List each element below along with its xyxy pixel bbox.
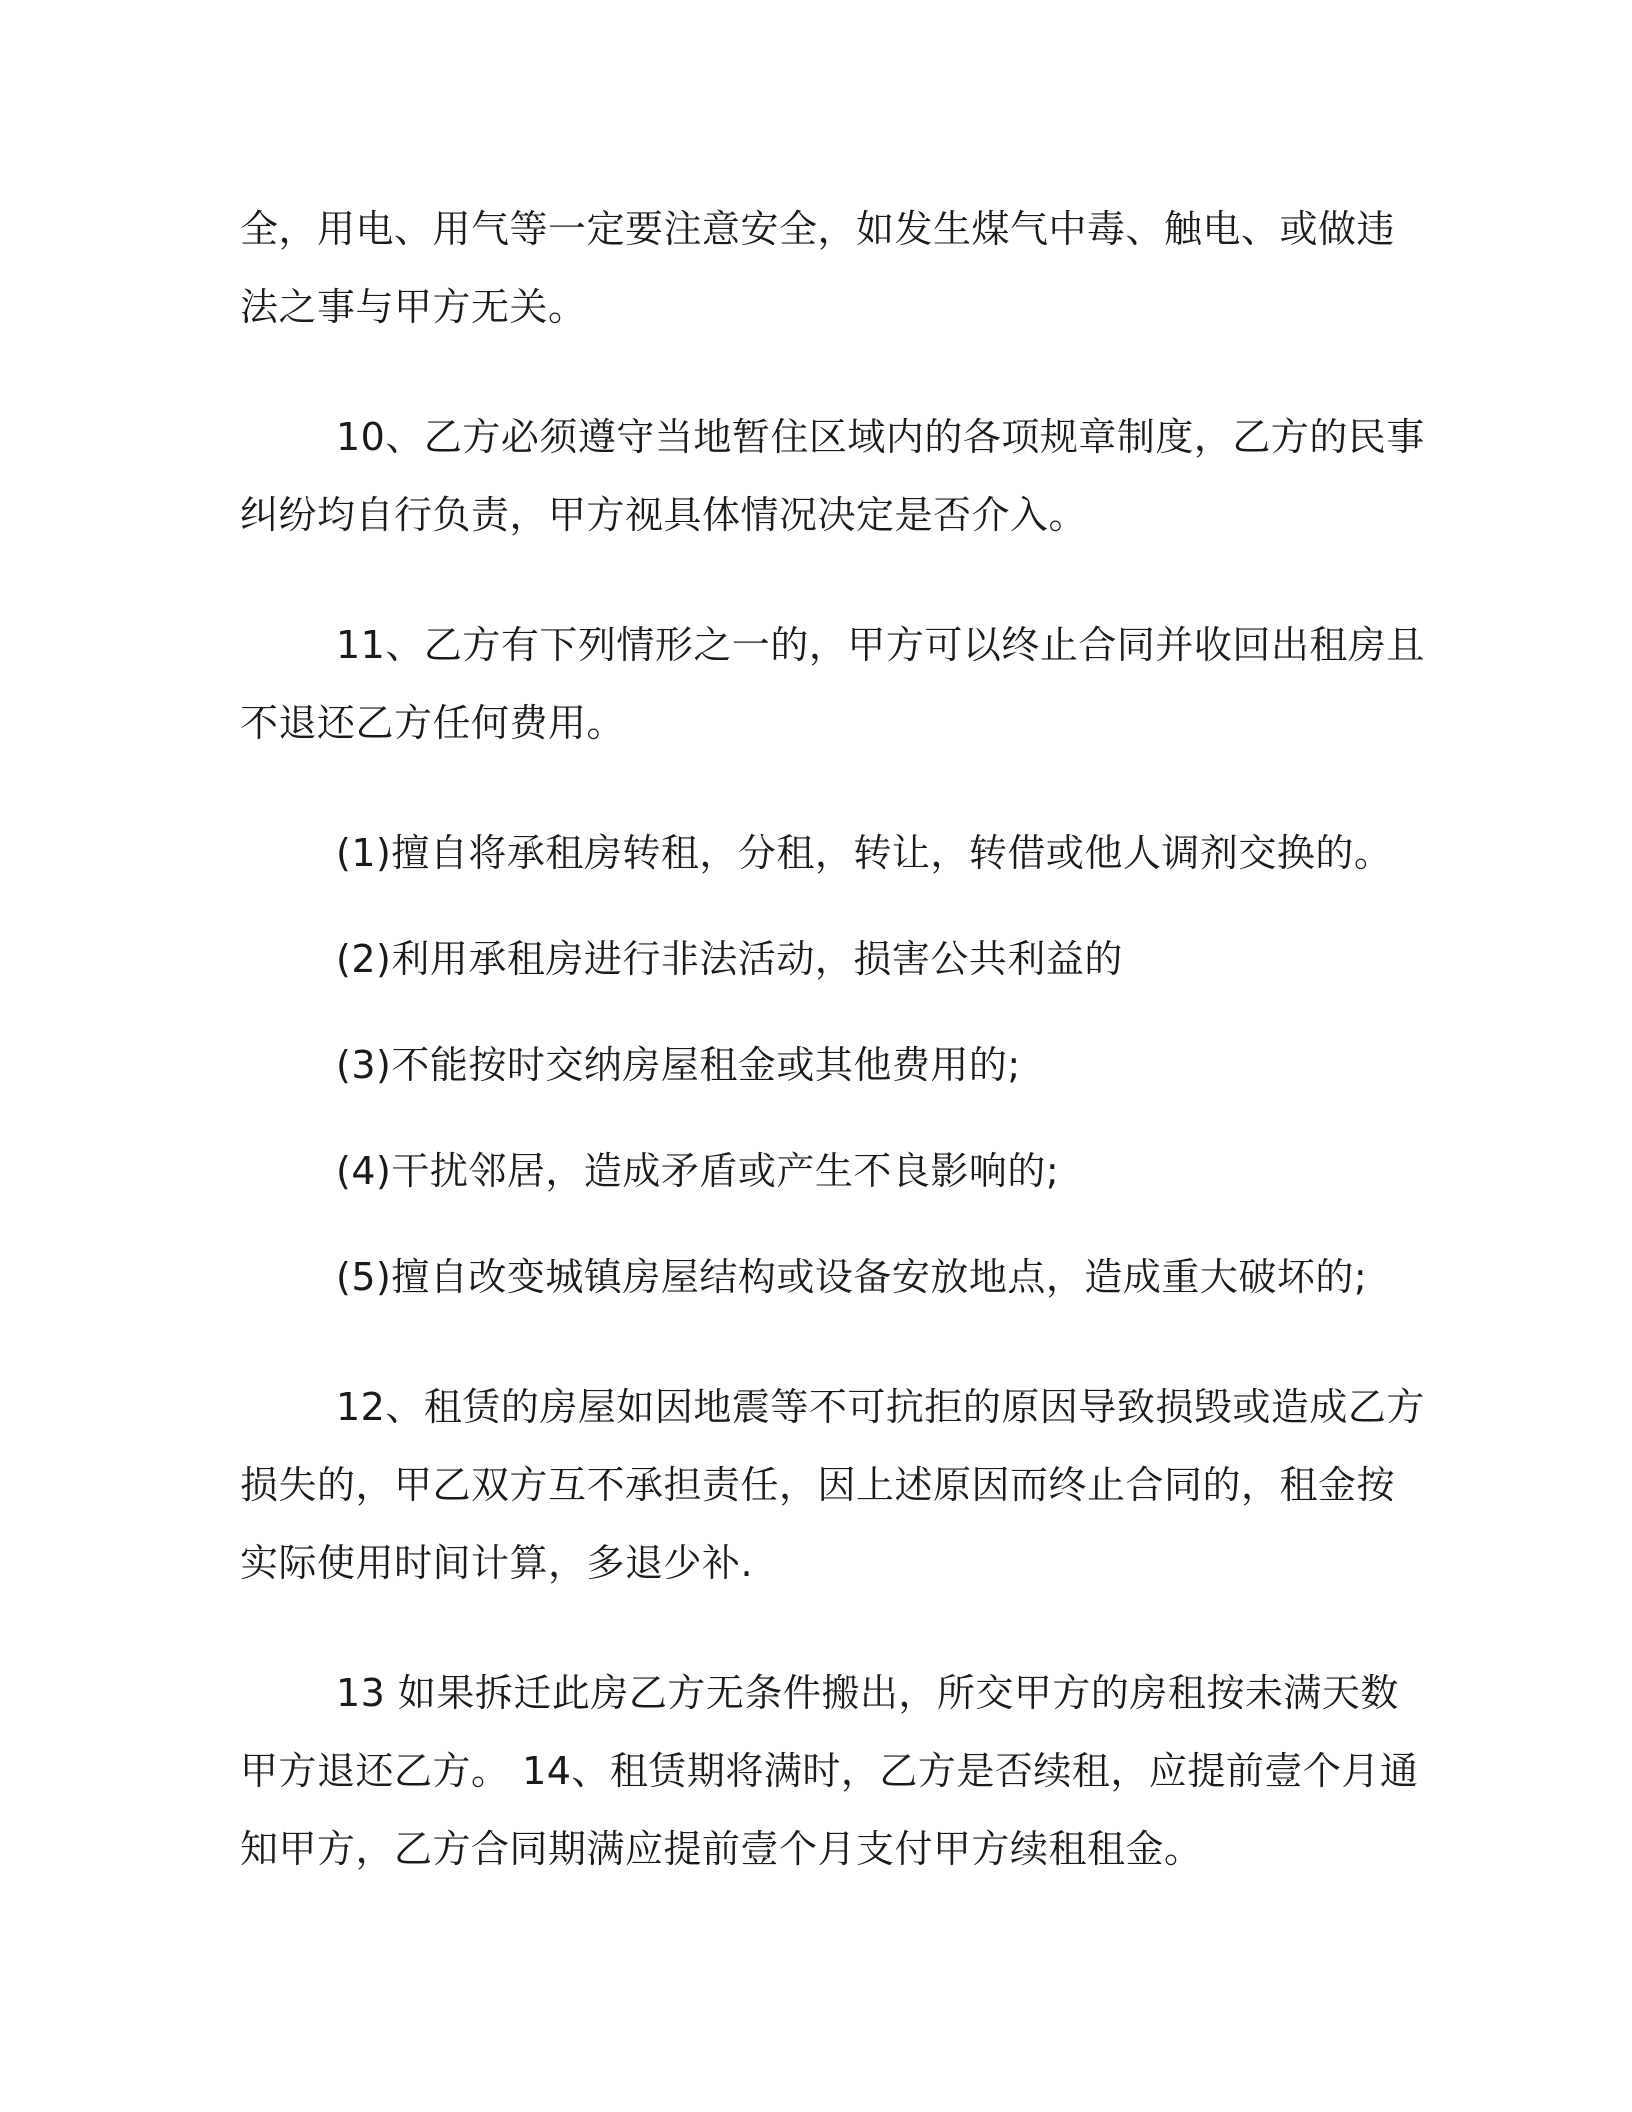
paragraph-line: 实际使用时间计算，多退少补.: [240, 1541, 754, 1585]
document-page: [240, 190, 1425, 1940]
list-item-1: (1)擅自将承租房转租，分租，转让，转借或他人调剂交换的。: [336, 831, 1393, 875]
paragraph-line: 10、乙方必须遵守当地暂住区域内的各项规章制度，乙方的民事: [336, 415, 1425, 459]
paragraph-line: 不退还乙方任何费用。: [240, 701, 626, 745]
list-item-5: (5)擅自改变城镇房屋结构或设备安放地点，造成重大破坏的;: [336, 1255, 1368, 1299]
paragraph-line: 13 如果拆迁此房乙方无条件搬出，所交甲方的房租按未满天数: [336, 1671, 1399, 1715]
paragraph-line: 11、乙方有下列情形之一的，甲方可以终止合同并收回出租房且: [336, 623, 1425, 667]
list-item-4: (4)干扰邻居，造成矛盾或产生不良影响的;: [336, 1149, 1060, 1193]
paragraph-line: 法之事与甲方无关。: [240, 285, 587, 329]
paragraph-clause-10: [240, 398, 1425, 554]
paragraph-line: 知甲方，乙方合同期满应提前壹个月支付甲方续租租金。: [240, 1827, 1203, 1871]
paragraph-line: 全，用电、用气等一定要注意安全，如发生煤气中毒、触电、或做违: [240, 207, 1396, 251]
list-item-3: (3)不能按时交纳房屋租金或其他费用的;: [336, 1043, 1021, 1087]
paragraph-line: 甲方退还乙方。 14、租赁期将满时，乙方是否续租，应提前壹个月通: [240, 1749, 1419, 1793]
paragraph-line: 损失的，甲乙双方互不承担责任，因上述原因而终止合同的，租金按: [240, 1463, 1396, 1507]
paragraph-clause-13-14: [240, 1654, 1419, 1888]
paragraph-line: 12、租赁的房屋如因地震等不可抗拒的原因导致损毁或造成乙方: [336, 1385, 1425, 1429]
list-item-2: (2)利用承租房进行非法活动，损害公共利益的: [336, 937, 1123, 981]
paragraph-clause-12: [240, 1368, 1425, 1602]
paragraph-safety-continued: [240, 190, 1396, 346]
paragraph-clause-11: [240, 606, 1425, 762]
paragraph-line: 纠纷均自行负责，甲方视具体情况决定是否介入。: [240, 493, 1088, 537]
